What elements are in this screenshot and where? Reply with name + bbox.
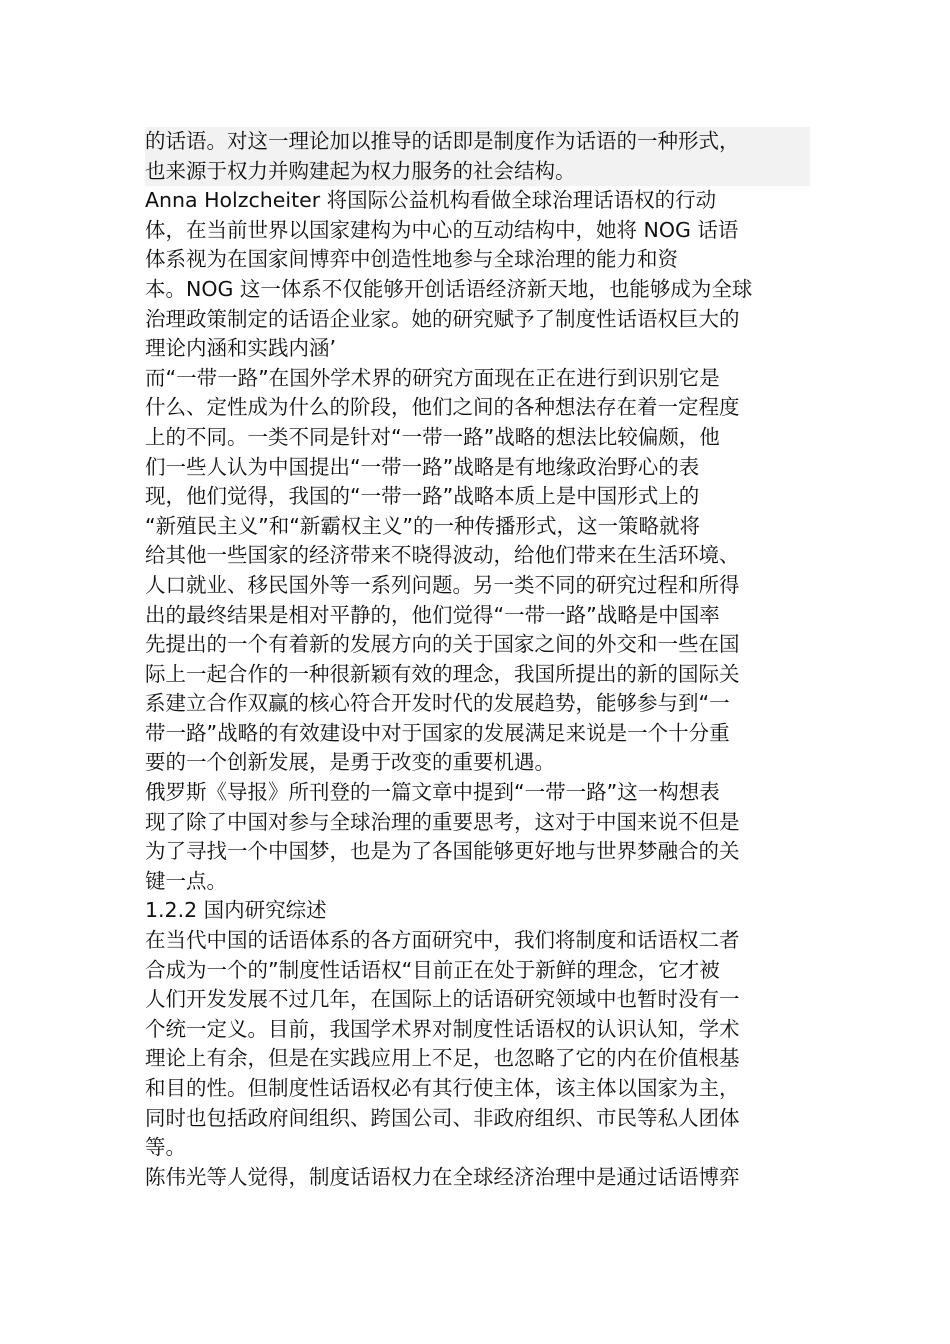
section-heading xyxy=(145,896,810,926)
text-line: “新殖民主义”和“新霸权主义”的一种传播形式，这一策略就将 xyxy=(145,513,700,538)
text-line: 际上一起合作的一种很新颖有效的理念，我国所提出的新的国际关 xyxy=(145,661,740,686)
text-line: 上的不同。一类不同是针对“一带一路”战略的想法比较偏颇，他 xyxy=(145,424,720,449)
text-line: 现，他们觉得，我国的“一带一路”战略本质上是中国形式上的 xyxy=(145,484,700,509)
text-line: 人口就业、移民国外等一系列问题。另一类不同的研究过程和所得 xyxy=(145,572,740,597)
text-line: 什么、定性成为什么的阶段，他们之间的各种想法存在着一定程度 xyxy=(145,395,740,420)
text-line: 人们开发发展不过几年，在国际上的话语研究领域中也暂时没有一 xyxy=(145,987,740,1012)
text-line: 为了寻找一个中国梦，也是为了各国能够更好地与世界梦融合的关 xyxy=(145,839,740,864)
text-line: 在当代中国的话语体系的各方面研究中，我们将制度和话语权二者 xyxy=(145,928,740,953)
text-line: 键一点。 xyxy=(145,868,227,893)
text-line: 和目的性。但制度性话语权必有其行使主体，该主体以国家为主， xyxy=(145,1076,740,1100)
paragraph xyxy=(145,1163,810,1193)
text-line: 体，在当前世界以国家建构为中心的互动结构中，她将 NOG 话语 xyxy=(145,217,739,242)
text-line: 也来源于权力并购建起为权力服务的社会结构。 xyxy=(145,157,810,187)
text-line: 给其他一些国家的经济带来不晓得波动，给他们带来在生活环境、 xyxy=(145,543,740,568)
section-heading-text: 1.2.2 国内研究综述 xyxy=(145,898,327,923)
text-line: 要的一个创新发展，是勇于改变的重要机遇。 xyxy=(145,750,555,775)
text-line: 而“一带一路”在国外学术界的研究方面现在正在进行到识别它是 xyxy=(145,365,720,390)
text-line: 现了除了中国对参与全球治理的重要思考，这对于中国来说不但是 xyxy=(145,809,740,834)
text-line: 等。 xyxy=(145,1135,186,1160)
paragraph xyxy=(145,926,810,1163)
text-line: 理论内涵和实践内涵’ xyxy=(145,336,337,361)
text-line: 陈伟光等人觉得，制度话语权力在全球经济治理中是通过话语博弈 xyxy=(145,1164,740,1189)
text-line: 合成为一个的”制度性话语权“目前正在处于新鲜的理念，它才被 xyxy=(145,957,720,982)
paragraph xyxy=(145,778,810,896)
text-line: Anna Holzcheiter 将国际公益机构看做全球治理话语权的行动 xyxy=(145,188,717,213)
text-line: 同时也包括政府间组织、跨国公司、非政府组织、市民等私人团体 xyxy=(145,1105,740,1130)
text-line: 俄罗斯《导报》所刊登的一篇文章中提到“一带一路”这一构想表 xyxy=(145,780,720,805)
document-body xyxy=(145,127,810,1192)
paragraph xyxy=(145,186,810,364)
paragraph xyxy=(145,127,810,186)
text-line: 理论上有余，但是在实践应用上不足，也忽略了它的内在价值根基 xyxy=(145,1046,740,1071)
text-line: 治理政策制定的话语企业家。她的研究赋予了制度性话语权巨大的 xyxy=(145,306,740,331)
text-line: 带一路”战略的有效建设中对于国家的发展满足来说是一个十分重 xyxy=(145,720,730,745)
paragraph xyxy=(145,364,810,778)
text-line: 体系视为在国家间博弈中创造性地参与全球治理的能力和资 xyxy=(145,247,678,272)
text-line: 的话语。对这一理论加以推导的话即是制度作为话语的一种形式， xyxy=(145,127,810,157)
text-line: 系建立合作双赢的核心符合开发时代的发展趋势，能够参与到“一 xyxy=(145,691,730,716)
text-line: 先提出的一个有着新的发展方向的关于国家之间的外交和一些在国 xyxy=(145,632,740,657)
text-line: 本。NOG 这一体系不仅能够开创话语经济新天地，也能够成为全球 xyxy=(145,276,753,301)
text-line: 个统一定义。目前，我国学术界对制度性话语权的认识认知，学术 xyxy=(145,1016,740,1041)
text-line: 们一些人认为中国提出“一带一路”战略是有地缘政治野心的表 xyxy=(145,454,700,479)
text-line: 出的最终结果是相对平静的，他们觉得“一带一路”战略是中国率 xyxy=(145,602,720,627)
